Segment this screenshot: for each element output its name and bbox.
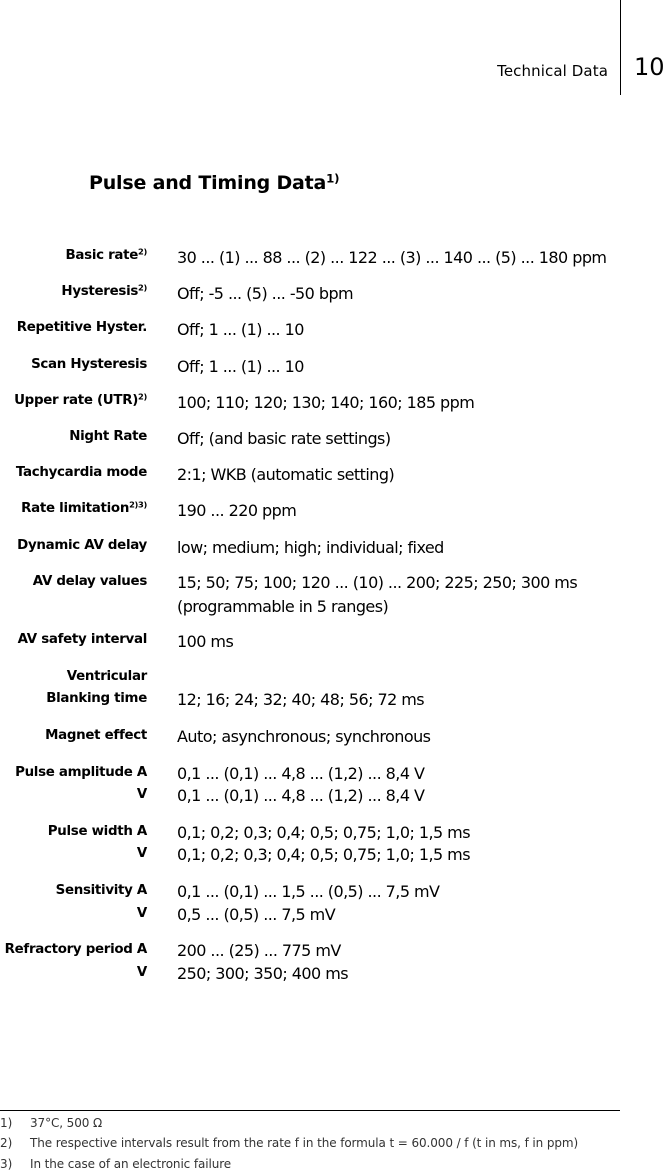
value-upper-rate: 100; 110; 120; 130; 140; 160; 185 ppm [177,393,475,412]
label-night-rate: Night Rate [69,429,147,444]
value-sensitivity-a: 0,1 ... (0,1) ... 1,5 ... (0,5) ... 7,5 mV [177,882,440,901]
label-blanking-time: Blanking time [46,691,147,706]
label-dynamic-av-delay: Dynamic AV delay [17,538,147,553]
section-title [89,172,339,194]
value-pulse-width-v: 0,1; 0,2; 0,3; 0,4; 0,5; 0,75; 1,0; 1,5 ms [177,845,470,864]
label-pulse-width-a: Pulse width A [47,824,147,839]
value-refractory-period-a: 200 ... (25) ... 775 mV [177,941,341,960]
value-hysteresis: Off; -5 ... (5) ... -50 bpm [177,284,354,303]
value-av-delay-values: 15; 50; 75; 100; 120 ... (10) ... 200; 225; 250; 300 ms [177,573,578,592]
footnote-divider [0,1110,620,1111]
footnote-2-text: The respective intervals result from the rate f in the formula t = 60.000 / f (t in ms, f in ppm) [30,1136,579,1150]
label-upper-rate: Upper rate (UTR)$^{2)}$ [14,391,147,408]
value-basic-rate: 30 ... (1) ... 88 ... (2) ... 122 ... (3) ... 140 ... (5) ... 180 ppm [177,248,607,267]
header-divider [620,0,621,95]
value-magnet-effect: Auto; asynchronous; synchronous [177,727,431,746]
footnote-2-number: 2) [0,1136,13,1150]
value-pulse-width-a: 0,1; 0,2; 0,3; 0,4; 0,5; 0,75; 1,0; 1,5 ms [177,823,470,842]
value-night-rate: Off; (and basic rate settings) [177,429,391,448]
label-magnet-effect: Magnet effect [45,728,147,743]
label-pulse-amplitude-a: Pulse amplitude A [15,765,147,780]
label-tachycardia-mode: Tachycardia mode [15,465,147,480]
value-tachycardia-mode: 2:1; WKB (automatic setting) [177,465,395,484]
footnote-1-number: 1) [0,1116,13,1130]
section-title-text: Pulse and Timing Data [89,172,327,194]
label-rate-limitation: Rate limitation$^{2)3)}$ [21,499,147,516]
value-ventricular-blanking-time: 12; 16; 24; 32; 40; 48; 56; 72 ms [177,690,425,709]
label-scan-hysteresis: Scan Hysteresis [31,357,147,372]
header-title: Technical Data [497,62,608,80]
footnote-3-text: In the case of an electronic failure [30,1157,232,1171]
value-scan-hysteresis: Off; 1 ... (1) ... 10 [177,357,304,376]
label-pulse-width-v: V [136,846,147,861]
label-refractory-period-a: Refractory period A [4,942,147,957]
label-av-safety-interval: AV safety interval [17,632,147,647]
label-ventricular: Ventricular [66,669,147,684]
label-repetitive-hyster: Repetitive Hyster. [16,320,147,335]
value-dynamic-av-delay: low; medium; high; individual; fixed [177,538,444,557]
section-title-footnote-ref: 1) [326,171,340,186]
value-av-safety-interval: 100 ms [177,632,234,651]
value-sensitivity-v: 0,5 ... (0,5) ... 7,5 mV [177,905,336,924]
value-av-delay-values-note: (programmable in 5 ranges) [177,597,389,616]
label-sensitivity-a: Sensitivity A [55,883,147,898]
value-rate-limitation: 190 ... 220 ppm [177,501,297,520]
page-number: 10 [634,53,665,81]
label-basic-rate: Basic rate$^{2)}$ [65,246,147,263]
value-repetitive-hyster: Off; 1 ... (1) ... 10 [177,320,304,339]
label-hysteresis: Hysteresis$^{2)}$ [61,282,147,299]
value-refractory-period-v: 250; 300; 350; 400 ms [177,964,349,983]
label-refractory-period-v: V [136,965,147,980]
label-av-delay-values: AV delay values [32,574,147,589]
footnote-3-number: 3) [0,1157,13,1171]
label-pulse-amplitude-v: V [136,787,147,802]
label-sensitivity-v: V [136,906,147,921]
value-pulse-amplitude-v: 0,1 ... (0,1) ... 4,8 ... (1,2) ... 8,4 V [177,786,425,805]
footnote-1-text: 37°C, 500 Ω [30,1116,103,1130]
value-pulse-amplitude-a: 0,1 ... (0,1) ... 4,8 ... (1,2) ... 8,4 V [177,764,425,783]
